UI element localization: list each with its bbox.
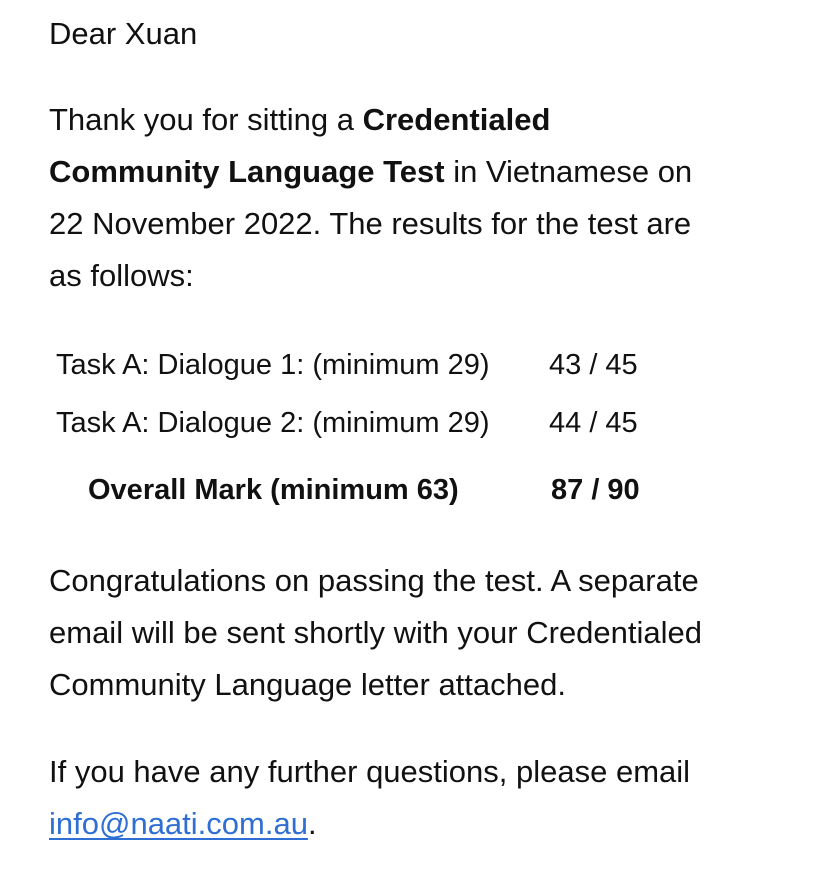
result-label: Task A: Dialogue 1: (minimum 29) (56, 349, 490, 381)
intro-text: in Vietnamese on (444, 154, 693, 189)
result-score: 43 / 45 (549, 349, 638, 381)
greeting: Dear Xuan (49, 16, 198, 51)
overall-mark-score: 87 / 90 (551, 474, 640, 506)
support-email-link[interactable]: info@naati.com.au (49, 806, 308, 841)
congrats-line-1: Congratulations on passing the test. A separate (49, 563, 699, 598)
test-name-part-2: Community Language Test (49, 154, 445, 189)
congrats-line-3: Community Language letter attached. (49, 667, 566, 702)
intro-text: Thank you for sitting a (49, 102, 363, 137)
intro-line-3: 22 November 2022. The results for the test are (49, 206, 692, 241)
result-label: Task A: Dialogue 2: (minimum 29) (56, 407, 490, 439)
intro-line-4: as follows: (49, 258, 194, 293)
result-score: 44 / 45 (549, 407, 638, 439)
congrats-line-2: email will be sent shortly with your Credentialed (49, 615, 703, 650)
intro-line-2 (49, 154, 692, 190)
test-name-part-1: Credentialed (362, 102, 551, 137)
closing-line-2 (49, 806, 317, 842)
closing-line-1: If you have any further questions, please email (49, 754, 691, 789)
closing-period: . (307, 806, 317, 841)
overall-mark-label: Overall Mark (minimum 63) (88, 474, 459, 506)
intro-line-1 (49, 102, 550, 138)
